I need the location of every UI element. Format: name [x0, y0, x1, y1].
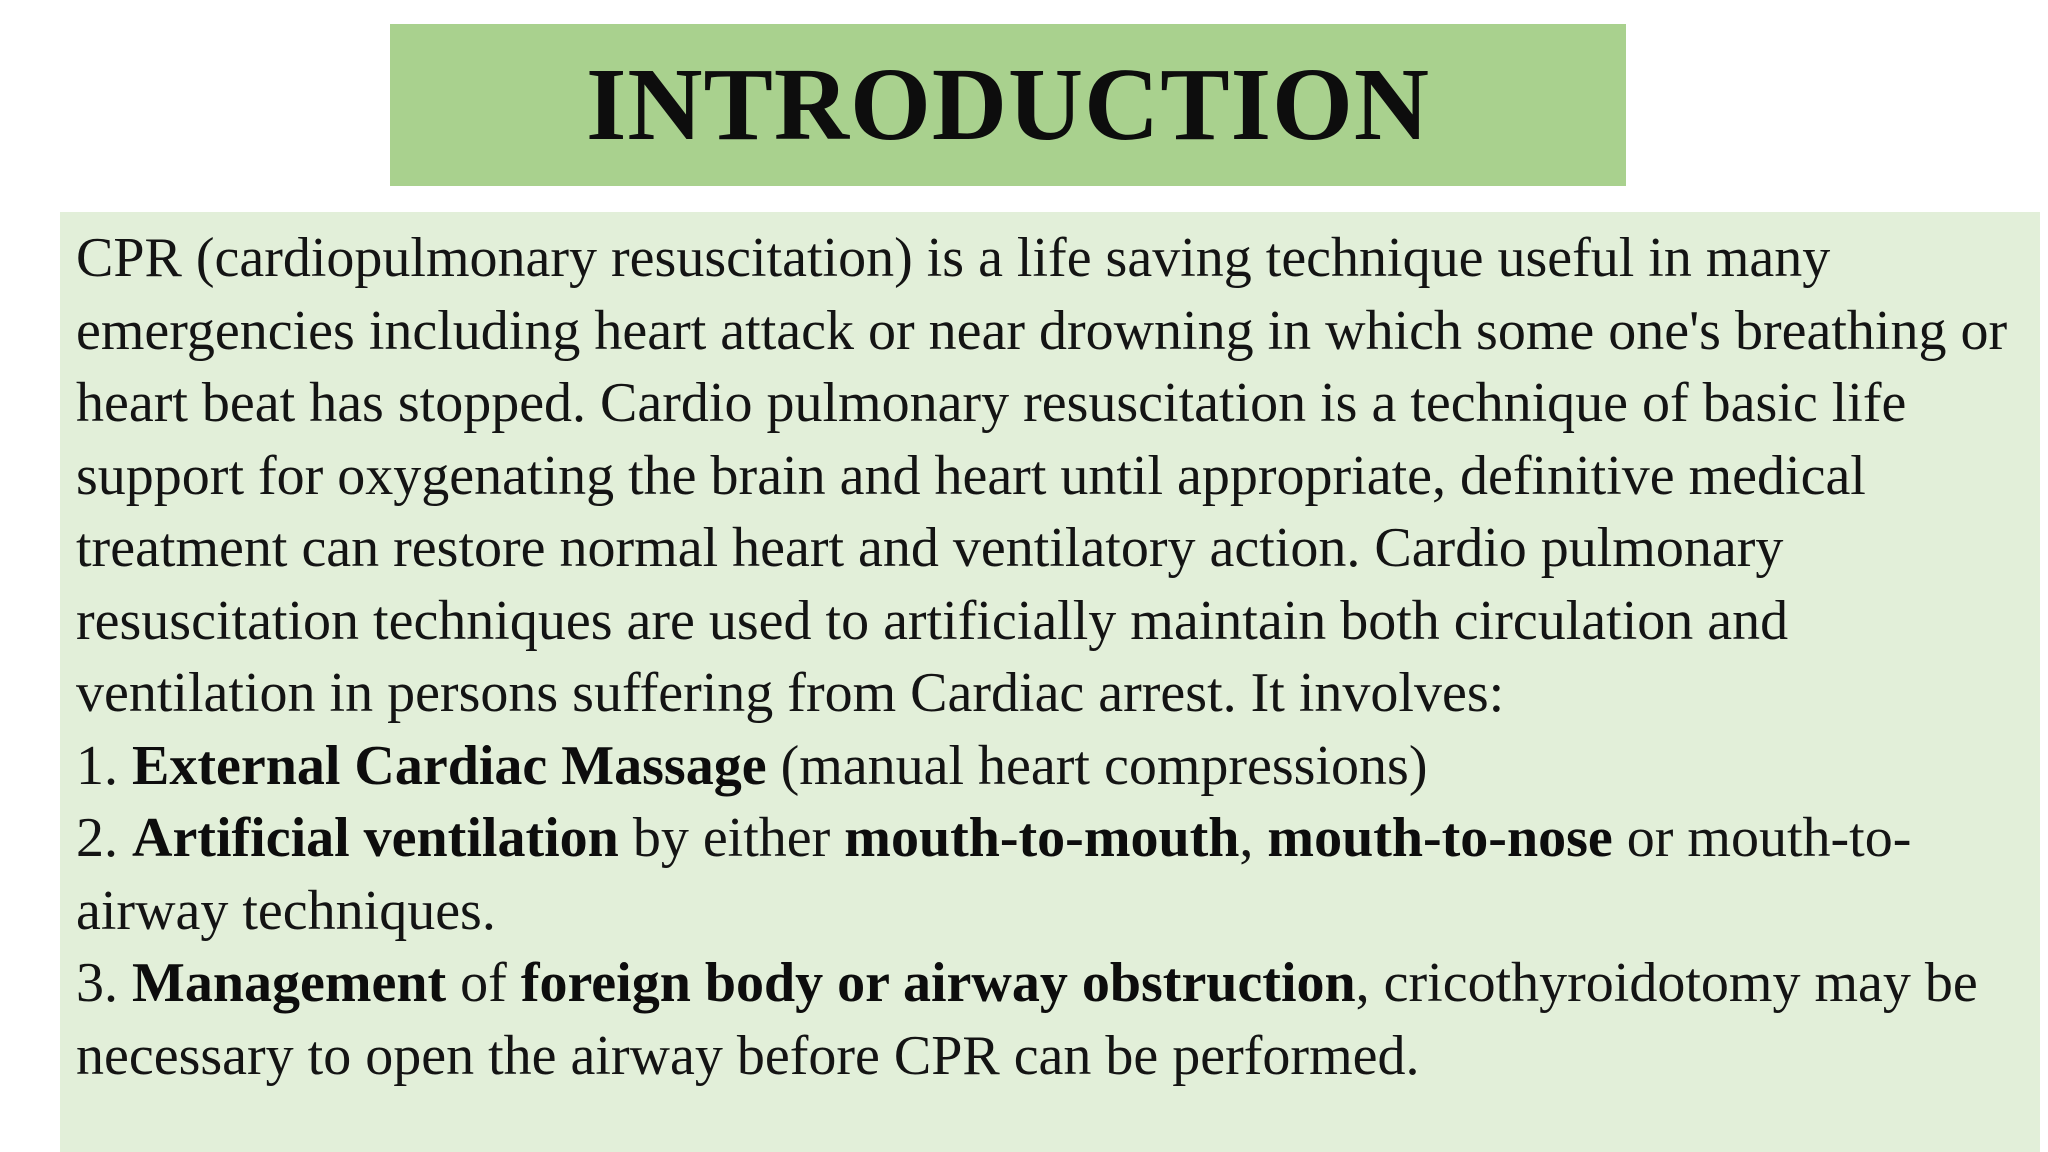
item-3-text-b: , cricothyroidotomy may be necessary to open the airway before CPR can be performed.	[76, 952, 1978, 1087]
list-number-2: 2.	[76, 807, 118, 869]
list-item-1	[76, 730, 2020, 803]
content-panel	[60, 212, 2040, 1152]
item-3-bold-obstruction: foreign body or airway obstruction	[520, 952, 1356, 1014]
list-number-1: 1.	[76, 734, 118, 797]
item-1-text: (manual heart compressions)	[766, 734, 1428, 797]
item-3-bold-term: Management	[132, 952, 447, 1014]
list-number-3: 3.	[76, 952, 118, 1014]
list-item-2	[76, 802, 2020, 947]
item-2-bold-term: Artificial ventilation	[132, 807, 619, 869]
item-3-text-a: of	[446, 952, 521, 1014]
item-2-bold-mouth-to-mouth: mouth-to-mouth	[844, 807, 1240, 869]
item-2-text-c: or mouth-to-airway techniques.	[76, 807, 1912, 942]
intro-paragraph: CPR (cardiopulmonary resuscitation) is a life saving technique useful in many emergencies including heart attack or near drowning in which some one's breathing or heart beat has stopped. Cardio pulmonary resuscitation is a technique of basic life support for oxygenating the brain and heart until appropriate, definitive medical treatment can restore normal heart and ventilatory action. Cardio pulmonary resuscitation techniques are used to artificially maintain both circulation and ventilation in persons suffering from Cardiac arrest. It involves:	[76, 227, 2008, 724]
item-2-text-a: by either	[618, 807, 845, 869]
list-item-3	[76, 947, 2020, 1092]
item-2-bold-mouth-to-nose: mouth-to-nose	[1267, 807, 1613, 869]
slide-title: INTRODUCTION	[585, 47, 1431, 162]
item-1-bold-term: External Cardiac Massage	[132, 734, 767, 797]
item-2-text-b: ,	[1239, 807, 1268, 869]
title-banner	[390, 24, 1626, 186]
